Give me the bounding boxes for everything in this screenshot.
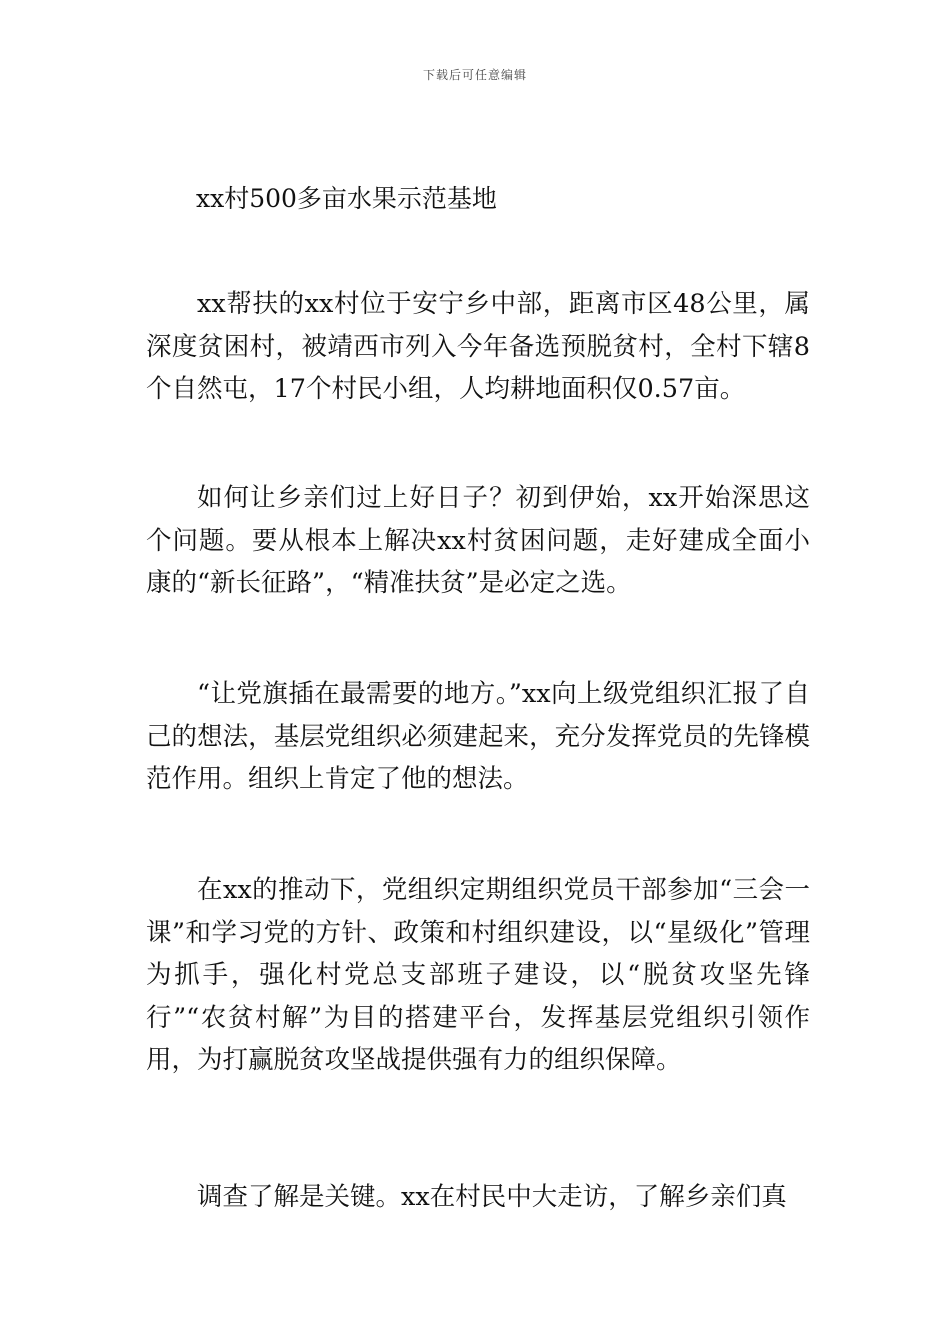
document-title: xx村500多亩水果示范基地 xyxy=(196,184,497,213)
paragraph-2: 如何让乡亲们过上好日子？初到伊始，xx开始深思这个问题。要从根本上解决xx村贫困问题，走好建成全面小康的“新长征路”，“精准扶贫”是必定之选。 xyxy=(146,483,810,598)
paragraph-4: 在xx的推动下，党组织定期组织党员干部参加“三会一课”和学习党的方针、政策和村组织建设，以“星级化”管理为抓手，强化村党总支部班子建设，以“脱贫攻坚先锋行”“农贫村解”为目的搭建平台，发挥基层党组织引领作用，为打赢脱贫攻坚战提供强有力的组织保障。 xyxy=(146,875,810,1075)
paragraph-3: “让党旗插在最需要的地方。”xx向上级党组织汇报了自己的想法，基层党组织必须建起来，充分发挥党员的先锋模范作用。组织上肯定了他的想法。 xyxy=(146,679,810,794)
paragraph-1: xx帮扶的xx村位于安宁乡中部，距离市区48公里，属深度贫困村，被靖西市列入今年备选预脱贫村，全村下辖8个自然屯，17个村民小组，人均耕地面积仅0.57亩。 xyxy=(146,289,810,404)
page-header-note: 下载后可任意编辑 xyxy=(422,68,527,82)
paragraph-5: 调查了解是关键。xx在村民中大走访，了解乡亲们真 xyxy=(197,1182,787,1212)
